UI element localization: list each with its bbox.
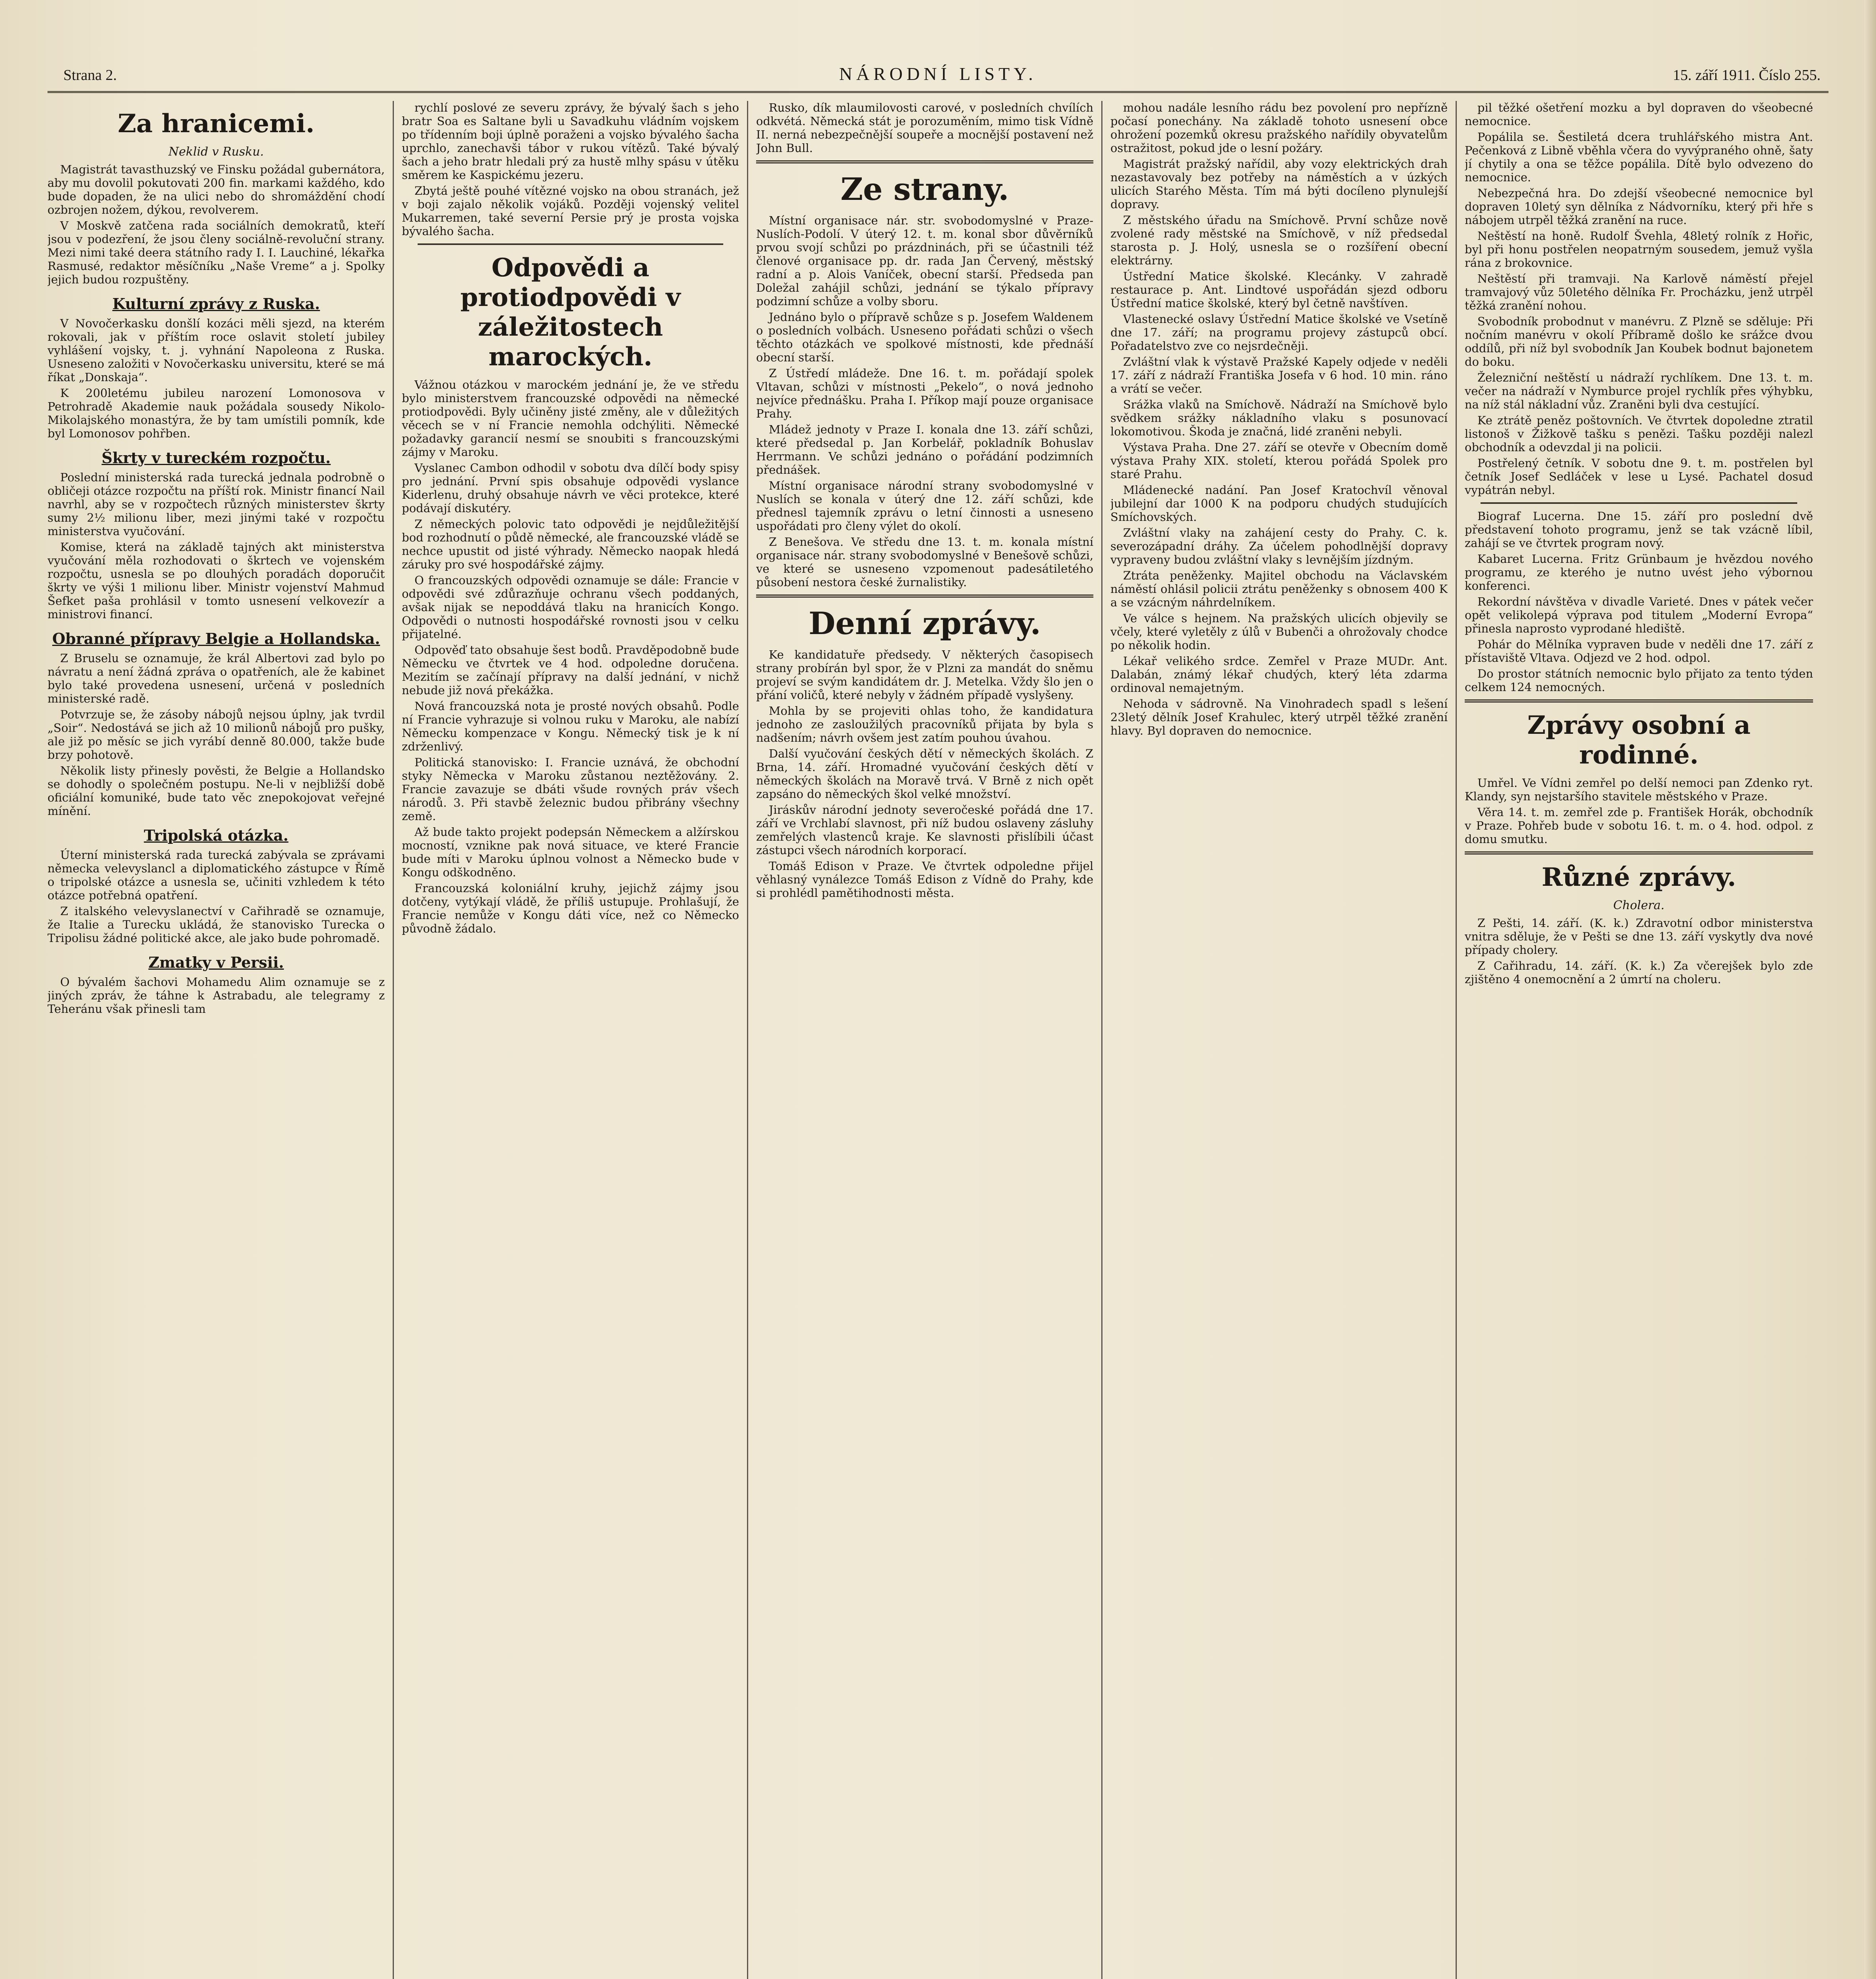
article-text: K 200letému jubileu narození Lomonosova v Petrohradě Akademie nauk požádala sousedy Nikolo-Mikolajského monastýra, že by tam umístili pomník, kde byl Lomonosov pohřben. bbox=[48, 386, 385, 440]
subsection-title: Cholera. bbox=[1613, 898, 1665, 912]
issue-date: 15. září 1911. Číslo 255. bbox=[1673, 67, 1821, 84]
article-text: Ve válce s hejnem. Na pražských ulicích objevily se včely, které vyletěly z úlů v Bubenči a ohrožovaly chodce po několik hodin. bbox=[1110, 612, 1448, 652]
section-title: Různé zprávy. bbox=[1541, 862, 1736, 892]
article-text: Kabaret Lucerna. Fritz Grünbaum je hvězdou nového programu, ze kterého je nutno uvést jeho výbornou konferenci. bbox=[1465, 552, 1813, 593]
divider bbox=[1481, 502, 1797, 504]
section-title: Za hranicemi. bbox=[118, 109, 315, 139]
article-text: Místní organisace národní strany svobodomyslné v Nuslích se konala v úterý dne 12. září schůzi, kde přednesl tajemník zprávu o letní činnosti a usneseno uspořádati pro členy výlet do okolí. bbox=[756, 479, 1093, 533]
article-text: Rusko, dík mlaumilovosti carové, v posledních chvílích odkvétá. Německá stát je porozuměním, mimo tisk Vídně II. nerná nebezpečnější soupeře a mocnější postavení než John Bull. bbox=[756, 101, 1093, 155]
article-text: Neštěstí při tramvaji. Na Karlově náměstí přejel tramvajový vůz 50letého dělníka Fr. Procházku, jenž utrpěl těžká zranění nohou. bbox=[1465, 272, 1813, 312]
article-text: Mohla by se projeviti ohlas toho, že kandidatura jednoho ze zasloužilých pracovníků přijata by byla s nadšením; návrh ovšem jest zatím pouhou úvahou. bbox=[756, 704, 1093, 744]
article-text: Z Bruselu se oznamuje, že král Albertovi zad bylo po návratu a není žádná zpráva o opatřeních, ale že kabinet bylo také provedena usnesení, určená v posledních ministerské radě. bbox=[48, 651, 385, 705]
column-4 bbox=[1110, 101, 1448, 1979]
article-text: Zbytá ještě pouhé vítězné vojsko na obou stranách, jež v boji zajalo několik vojáků. Později vojenský velitel Mukarremen, také severní Persie prý je prosta vojska bývalého šacha. bbox=[402, 184, 739, 238]
article-text: Ke ztrátě peněz poštovních. Ve čtvrtek dopoledne ztratil listonoš v Žižkově tašku s penězi. Tašku později nalezl obchodník a odevzdal ji na policii. bbox=[1465, 414, 1813, 454]
subsection-title: Obranné přípravy Belgie a Hollandska. bbox=[52, 630, 380, 648]
page-number: Strana 2. bbox=[63, 67, 117, 84]
columns bbox=[48, 101, 1829, 1979]
masthead: NÁRODNÍ LISTY. bbox=[839, 64, 1037, 84]
article-text: Ztráta peněženky. Majitel obchodu na Václavském náměstí ohlásil policii ztrátu peněženky s obnosem 400 K a se vzácným náhrdelníkem. bbox=[1110, 569, 1448, 609]
column-3 bbox=[756, 101, 1093, 1979]
article-text: Z městského úřadu na Smíchově. První schůze nově zvolené rady městské na Smíchově, v níž předsedal starosta p. J. Holý, usnesla se o rozšíření obecní elektrárny. bbox=[1110, 213, 1448, 267]
article-text: Postřelený četník. V sobotu dne 9. t. m. postřelen byl četník Josef Sedláček v lese u Lysé. Pachatel dosud vypátrán nebyl. bbox=[1465, 456, 1813, 497]
article-text: Ústřední Matice školské. Klecánky. V zahradě restaurace p. Ant. Lindtové uspořádán sjezd odboru Ústřední matice školské, který byl četně navštíven. bbox=[1110, 270, 1448, 310]
column-5 bbox=[1465, 101, 1813, 1979]
subsection-title: Škrty v tureckém rozpočtu. bbox=[101, 449, 331, 467]
article-text: Z italského velevyslanectví v Cařihradě se oznamuje, že Italie a Turecku ukládá, že stanovisko Turecka o Tripolisu žádné politické akce, ale jako bude pohromadě. bbox=[48, 904, 385, 945]
article-text: Vlastenecké oslavy Ústřední Matice školské ve Vsetíně dne 17. září; na programu projevy zástupců obcí. Pořadatelstvo zve co nejsrdečněji. bbox=[1110, 312, 1448, 353]
section-title: Odpovědi a protiodpovědi v záležitostech marockých. bbox=[460, 253, 681, 372]
article-text: Další vyučování českých dětí v německých školách. Z Brna, 14. září. Hromadné vyučování českých dětí v německých školách na Moravě trvá. V Brně z nich opět zapsáno do německých škol velké množství. bbox=[756, 747, 1093, 801]
article-text: Z Cařihradu, 14. září. (K. k.) Za včerejšek bylo zde zjištěno 4 onemocnění a 2 úmrtí na choleru. bbox=[1465, 959, 1813, 986]
article-text: Tomáš Edison v Praze. Ve čtvrtek odpoledne přijel věhlasný vynálezce Tomáš Edison z Vídně do Prahy, kde si prohlédl pamětihodnosti města. bbox=[756, 859, 1093, 900]
article-text: Zvláštní vlak k výstavě Pražské Kapely odjede v neděli 17. září z nádraží Františka Josefa v 6 hod. 10 min. ráno a vrátí se večer. bbox=[1110, 355, 1448, 395]
article-text: Nebezpečná hra. Do zdejší všeobecné nemocnice byl dopraven 10letý syn dělníka z Nádvorníku, který při hře s nábojem utrpěl těžká zranění na ruce. bbox=[1465, 186, 1813, 227]
article-text: Železniční neštěstí u nádraží rychlíkem. Dne 13. t. m. večer na nádraží v Nymburce projel rychlík přes výhybku, na níž stál nákladní vůz. Zraněni byli dva cestující. bbox=[1465, 371, 1813, 411]
article-text: Srážka vlaků na Smíchově. Nádraží na Smíchově bylo svědkem srážky nákladního vlaku s posunovací lokomotivou. Škoda je značná, lidé zraněni nebyli. bbox=[1110, 398, 1448, 438]
article-text: Potvrzuje se, že zásoby nábojů nejsou úplny, jak tvrdil „Soir“. Nedostává se jich až 10 milionů nábojů pro pušky, ale již po měsíc se jich vyrábí denně 80.000, takže bude brzy pohotově. bbox=[48, 708, 385, 762]
subsection-title: Kulturní zprávy z Ruska. bbox=[112, 295, 320, 313]
article-text: mohou nadále lesního rádu bez povolení pro nepřízně počasí ponechány. Na základě tohoto usnesení obce ohrožení pozemků okresu pražského nařídily obyvatelům ostražitost, pokud jde o lesní požáry. bbox=[1110, 101, 1448, 155]
article-text: Neštěstí na honě. Rudolf Švehla, 48letý rolník z Hořic, byl při honu postřelen neopatrným sousedem, jemuž vyšla rána z brokovnice. bbox=[1465, 229, 1813, 270]
column-rule bbox=[1456, 101, 1457, 1979]
article-text: Nová francouzská nota je prosté nových obsahů. Podle ní Francie vyhrazuje si volnou ruku v Maroku, ale nabízí Německu kompenzace v Kongu. Německý tisk je k ní zdrženlivý. bbox=[402, 699, 739, 753]
article-text: Vyslanec Cambon odhodil v sobotu dva dílčí body spisy pro jednání. První spis obsahuje odpovědi vyslance Kiderlenu, druhý obsahuje návrh ve věci protekce, které podávají diskutéry. bbox=[402, 461, 739, 515]
article-text: V Moskvě zatčena rada sociálních demokratů, kteří jsou v podezření, že jsou členy sociálně-revoluční strany. Mezi nimi také deera státního rady I. I. Lauchiné, lékařka Rasmusé, redaktor měsíčníku „Naše Vreme“ a j. Spolky jejich budou rozpuštěny. bbox=[48, 219, 385, 286]
column-rule bbox=[393, 101, 394, 1979]
article-text: Poslední ministerská rada turecká jednala podrobně o obličeji otázce rozpočtu na příští rok. Ministr financí Nail navrhl, aby se v rozpočtech různých ministerstev škrty sumy 2½ milionu liber, mezi jinými také v rozpočtu ministerstva vyučování. bbox=[48, 471, 385, 538]
article-text: Úterní ministerská rada turecká zabývala se zprávami německa velevyslancl a diplomatického zástupce v Římě o tripolské otázce a usnesla se, učiniti vzhledem k této otázce potřebná opatření. bbox=[48, 848, 385, 902]
article-text: Ke kandidatuře předsedy. V některých časopisech strany probírán byl spor, že v Plzni za mandát do sněmu projeví se svým kandidátem dr. J. Metelka. Vždy šlo jen o přání voličů, které nebyly v žádném případě vyslyšeny. bbox=[756, 648, 1093, 702]
column-rule bbox=[1101, 101, 1102, 1979]
article-text: Jednáno bylo o přípravě schůze s p. Josefem Waldenem o posledních volbách. Usneseno pořádati schůzi o všech těchto otázkách ve spolkové místnosti, kde přednáší obecní starší. bbox=[756, 310, 1093, 364]
article-text: V Novočerkasku donšlí kozáci měli sjezd, na kterém rokovali, jak v příštím roce oslavit století jubiley vyhlášení vojsky, t. j. vyhnání Napoleona z Ruska. Usneseno založiti v Novočerkasku universitu, které se má říkat „Donskaja“. bbox=[48, 317, 385, 384]
article-text: Z německých polovic tato odpovědi je nejdůležitější bod rozhodnutí o půdě německé, ale francouzské vládě se nechce upustit od jisté výhrady. Německo naopak hledá záruky pro své hospodářské zájmy. bbox=[402, 517, 739, 571]
page-edge bbox=[1864, 0, 1876, 1979]
article-text: Několik listy přinesly pověsti, že Belgie a Hollandsko se dohodly o společném postupu. Ne-li v nejbližší době oficiální komuniké, bude tato věc znepokojovat veřejné mínění. bbox=[48, 764, 385, 818]
article-text: Do prostor státních nemocnic bylo přijato za tento týden celkem 124 nemocných. bbox=[1465, 667, 1813, 694]
column-1 bbox=[48, 101, 385, 1979]
divider bbox=[1465, 699, 1813, 703]
article-text: Zvláštní vlaky na zahájení cesty do Prahy. C. k. severozápadní dráhy. Za účelem pohodlnější dopravy vypraveny budou zvláštní vlaky s levnějším jízdným. bbox=[1110, 526, 1448, 566]
article-text: Biograf Lucerna. Dne 15. září pro poslední dvě představení tohoto programu, jenž se tak vzácně líbil, zahájí se ve čtvrtek program nový. bbox=[1465, 509, 1813, 550]
column-2 bbox=[402, 101, 739, 1979]
article-text: Mládež jednoty v Praze I. konala dne 13. září schůzi, které předsedal p. Jan Korbelář, pokladník Bohuslav Herrmann. Ve schůzi jednáno o pořádání podzimních přednášek. bbox=[756, 423, 1093, 477]
page-header bbox=[48, 59, 1828, 93]
subsection-title: Tripolská otázka. bbox=[144, 826, 289, 844]
article-text: Výstava Praha. Dne 27. září se otevře v Obecním domě výstava Prahy XIX. století, kterou pořádá Spolek pro staré Prahu. bbox=[1110, 441, 1448, 481]
divider bbox=[1465, 851, 1813, 855]
article-text: Svobodník probodnut v manévru. Z Plzně se sděluje: Při nočním manévru v okolí Příbramě došlo ke srážce dvou oddílů, při níž byl svobodník Jan Koubek bodnut bajonetem do boku. bbox=[1465, 315, 1813, 368]
article-text: O francouzských odpovědi oznamuje se dále: Francie v odpovědi své zdůrazňuje ochranu všech poddaných, avšak nijak se nepoddává tlaku na hranicích Kongo. Odpovědi o nutnosti hospodářské rovnosti jsou v celku přijatelné. bbox=[402, 574, 739, 641]
article-text: Z Benešova. Ve středu dne 13. t. m. konala místní organisace nár. strany svobodomyslné v Benešově schůzi, ve které se usneseno vzpomenout padesátiletého působení nestora české žurnalistiky. bbox=[756, 535, 1093, 589]
article-text: Popálila se. Šestiletá dcera truhlářského mistra Ant. Pečenková z Libně vběhla včera do vyvýpraného ohně, šaty jí chytily a ona se těžce popálila. Dítě bylo odvezeno do nemocnice. bbox=[1465, 130, 1813, 184]
article-text: Komise, která na základě tajných akt ministerstva vyučování měla rozhodovati o škrtech ve vojenském rozpočtu, usnesla se po dlouhých poradách doporučit škrty ve výši 1 milionu liber. Ministr vojenství Mahmud Šefket paša prohlásil v tomto usnesení velkovezír a ministrovi financí. bbox=[48, 540, 385, 621]
article-text: Umřel. Ve Vídni zemřel po delší nemoci pan Zdenko ryt. Klandy, syn nejstaršího stavitele městského v Praze. bbox=[1465, 776, 1813, 803]
divider bbox=[756, 594, 1093, 598]
article-text: O bývalém šachovi Mohamedu Alim oznamuje se z jiných zpráv, že táhne k Astrabadu, ale telegramy z Teheránu však přinesli tam bbox=[48, 975, 385, 1016]
article-text: Pohár do Mělníka vypraven bude v neděli dne 17. září z přístaviště Vltava. Odjezd ve 2 hod. odpol. bbox=[1465, 638, 1813, 665]
subsection-title: Neklid v Rusku. bbox=[168, 145, 264, 159]
column-rule bbox=[747, 101, 748, 1979]
article-text: Lékař velikého srdce. Zemřel v Praze MUDr. Ant. Dalabán, známý lékař chudých, který léta zdarma ordinoval nemajetným. bbox=[1110, 654, 1448, 695]
article-text: Nehoda v sádrovně. Na Vinohradech spadl s lešení 23letý dělník Josef Krahulec, který utrpěl těžké zranění hlavy. Byl dopraven do nemocnice. bbox=[1110, 697, 1448, 737]
section-title: Ze strany. bbox=[840, 171, 1009, 207]
section-title: Zprávy osobní a rodinné. bbox=[1527, 710, 1751, 770]
divider bbox=[418, 243, 723, 245]
article-text: Mládenecké nadání. Pan Josef Kratochvíl věnoval jubilejní dar 1000 K na podporu chudých studujících Smíchovských. bbox=[1110, 483, 1448, 524]
article-text: Místní organisace nár. str. svobodomyslné v Praze-Nuslích-Podolí. V úterý 12. t. m. konal sbor důvěrníků prvou svojí schůzi po prázdninách, při se účastnili též členové organisace pp. dr. rada Jan Červený, městský radní a p. Alois Vaníček, obecní starší. Předseda pan Doležal zahájil schůzi, jednání se týkalo přípravy podzimní schůze a volby sboru. bbox=[756, 214, 1093, 308]
divider bbox=[756, 160, 1093, 163]
article-text: rychlí poslové ze severu zprávy, že bývalý šach s jeho bratr Soa es Saltane byli u Savadkuhu vládním vojskem po třídenním boji úplně poraženi a vojsko bývalého šacha uprchlo, zanechavši tábor v rukou vítězů. Také bývalý šach a jeho bratr hledali prý za hustě mlhy spásu v útěku směrem ke Kaspickému jezeru. bbox=[402, 101, 739, 182]
article-text: Odpověď tato obsahuje šest bodů. Pravděpodobně bude Německu ve čtvrtek ve 4 hod. odpoledne doručena. Mezitím se začínají přípravy na další jednání, v nichž nebude již nová překážka. bbox=[402, 643, 739, 697]
article-text: Jiráskův národní jednoty severočeské pořádá dne 17. září ve Vrchlabí slavnost, při níž budou oslaveny zásluhy zemřelých vlastenců kraje. Ke slavnosti přislíbili účast zástupci všech národních korporací. bbox=[756, 803, 1093, 857]
article-text: pil těžké ošetření mozku a byl dopraven do všeobecné nemocnice. bbox=[1465, 101, 1813, 128]
article-text: Francouzská koloniální kruhy, jejichž zájmy jsou dotčeny, vytýkají vládě, že příliš ustupuje. Prohlašují, že Francie nemůže v Kongu dáti více, než co Německo původně žádalo. bbox=[402, 881, 739, 935]
article-text: Věra 14. t. m. zemřel zde p. František Horák, obchodník v Praze. Pohřeb bude v sobotu 16. t. m. o 4. hod. odpol. z domu smutku. bbox=[1465, 805, 1813, 846]
article-text: Vážnou otázkou v marockém jednání je, že ve středu bylo ministerstvem francouzské odpovědi na německé protiodpovědi. Byly učiněny jisté změny, ale v důležitých věcech se v ní Francie nemohla odchýliti. Německé požadavky garancií nesmí se snoubiti s francouzskými zájmy v Maroku. bbox=[402, 378, 739, 459]
article-text: Magistrát tavasthuzský ve Finsku požádal gubernátora, aby mu dovolil pokutovati 200 fin. markami každého, kdo bude dopaden, že na ulici nebo do shromáždění chodí ozbrojen nožem, dýkou, revolverem. bbox=[48, 163, 385, 217]
article-text: Z Pešti, 14. září. (K. k.) Zdravotní odbor ministerstva vnitra sděluje, že v Pešti se dne 13. září vyskytly dva nové případy cholery. bbox=[1465, 916, 1813, 957]
article-text: Rekordní návštěva v divadle Varieté. Dnes v pátek večer opět velikolepá výprava pod titulem „Moderní Evropa“ přinesla naprosto vyprodané hlediště. bbox=[1465, 595, 1813, 635]
subsection-title: Zmatky v Persii. bbox=[148, 953, 284, 971]
article-text: Z Ústředí mládeže. Dne 16. t. m. pořádají spolek Vltavan, schůzi v místnosti „Pekelo“, o nová jednoho nejvíce přednášku. Praha I. Příkop mají pouze organisace Prahy. bbox=[756, 367, 1093, 420]
article-text: Až bude takto projekt podepsán Německem a alžírskou mocností, vznikne pak nová situace, ve které Francie bude míti v Maroku úplnou volnost a Německo bude v Kongu odškodněno. bbox=[402, 825, 739, 879]
article-text: Magistrát pražský nařídil, aby vozy elektrických drah nezastavovaly bez potřeby na náměstích a v úzkých ulicích Starého Města. Tím má býti docíleno plynulejší dopravy. bbox=[1110, 157, 1448, 211]
article-text: Politická stanovisko: I. Francie uznává, že obchodní styky Německa v Maroku zůstanou neztěžovány. 2. Francie zavazuje se dbáti všude rovných práv všech národů. 3. Při stavbě železnic budou přibrány všechny země. bbox=[402, 756, 739, 823]
section-title: Denní zprávy. bbox=[808, 606, 1041, 642]
